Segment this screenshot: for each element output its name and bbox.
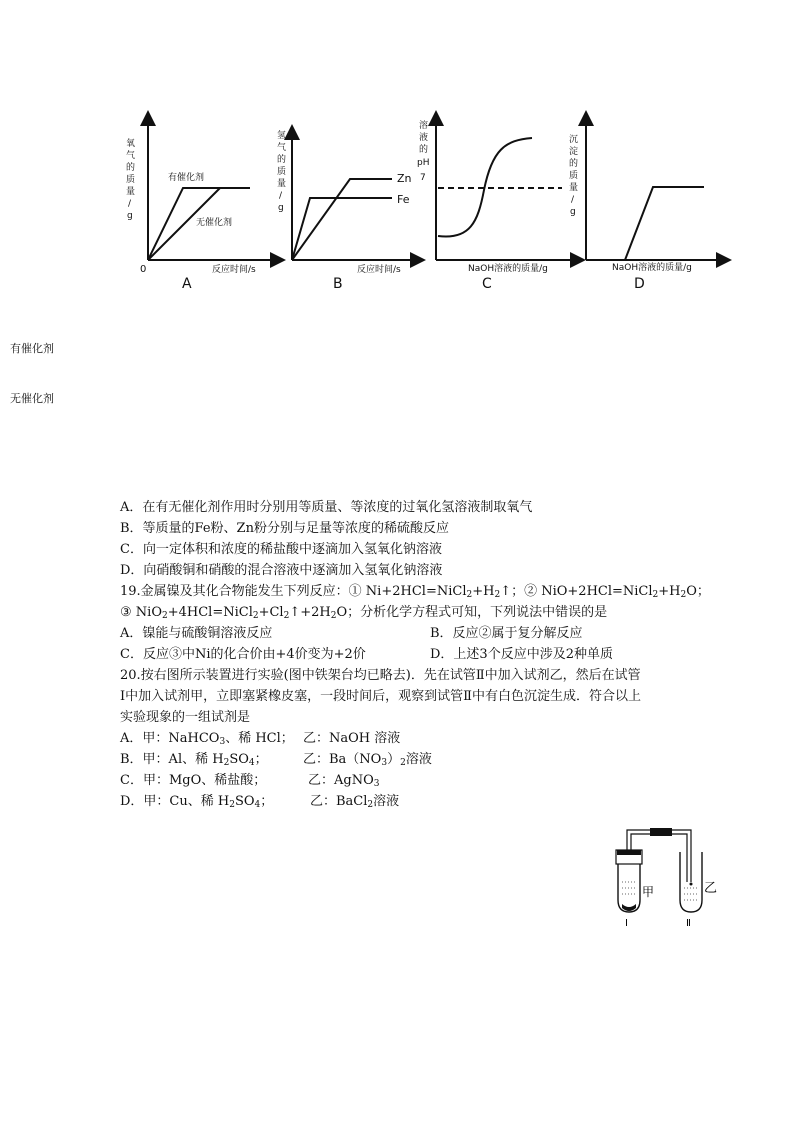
graph-a-letter: A [182, 276, 192, 292]
svg-text:沉: 沉 [569, 135, 579, 145]
q20-option-b: B．甲：Al、稀 $H_2SO_4$； [120, 752, 268, 768]
svg-text:淀: 淀 [569, 147, 579, 157]
q20-stem-line-2: Ⅰ中加入试剂甲，立即塞紧橡皮塞，一段时间后，观察到试管Ⅱ中有白色沉淀生成．符合以上 [120, 689, 641, 704]
label-tube-2: Ⅱ [686, 918, 691, 929]
svg-text:g: g [278, 203, 284, 213]
svg-text:质: 质 [569, 171, 579, 181]
q20-stem-line-1: 20.按右图所示装置进行实验(图中铁架台均已略去)．先在试管Ⅱ中加入试剂乙，然后在试管 [120, 668, 641, 683]
q20-option-c-reagent-yi: 乙：AgNO$_3$ [308, 773, 380, 789]
svg-text:质: 质 [277, 167, 287, 177]
graphs-svg [120, 110, 740, 300]
rubber-connector [650, 828, 672, 836]
svg-text:气: 气 [277, 143, 287, 153]
graph-b-fe-curve [292, 198, 392, 260]
q18-option-a: A．在有无催化剂作用时分别用等质量、等浓度的过氧化氢溶液制取氧气 [120, 500, 533, 515]
graph-d-ylabel [569, 134, 578, 217]
graph-b-label-fe: Fe [397, 193, 410, 206]
label-tube-1: Ⅰ [625, 918, 628, 929]
q20-option-c: C．甲：MgO、稀盐酸； [120, 773, 267, 788]
q20-option-d: D．甲：Cu、稀 $H_2SO_4$； [120, 794, 274, 810]
svg-text:质: 质 [126, 175, 136, 185]
svg-text:氢: 氢 [277, 131, 287, 141]
apparatus-svg [600, 822, 720, 932]
svg-text:量: 量 [126, 187, 136, 197]
graph-c-ylabel [417, 119, 429, 168]
svg-text:/: / [279, 191, 283, 201]
side-label-no-catalyst: 无催化剂 [10, 392, 54, 405]
graph-d-xlabel: NaOH溶液的质量/g [612, 263, 692, 273]
label-yi: 乙 [704, 881, 718, 896]
graph-a-origin: 0 [140, 264, 147, 275]
graph-a-label-catalyst: 有催化剂 [168, 173, 205, 183]
graph-a-xlabel: 反应时间/s [212, 265, 256, 275]
q18-option-d: D．向硝酸铜和硝酸的混合溶液中逐滴加入氢氧化钠溶液 [120, 563, 443, 578]
graph-d-precipitate-curve [625, 187, 704, 260]
graph-d-letter: D [634, 276, 645, 292]
label-jia: 甲 [642, 885, 655, 899]
svg-text:的: 的 [126, 163, 136, 173]
graph-b-letter: B [333, 276, 343, 292]
q19-option-d: D．上述3个反应中涉及2种单质 [430, 647, 613, 662]
graph-b-label-zn: Zn [397, 172, 412, 185]
q18-option-b: B．等质量的Fe粉、Zn粉分别与足量等浓度的稀硫酸反应 [120, 521, 449, 536]
svg-text:/: / [571, 195, 575, 205]
q18-option-c: C．向一定体积和浓度的稀盐酸中逐滴加入氢氧化钠溶液 [120, 542, 442, 557]
apparatus-diagram [600, 822, 720, 932]
q20-option-b-reagent-yi: 乙：$Ba(NO_3)_2$溶液 [303, 752, 432, 768]
test-tube-1 [618, 862, 640, 912]
graph-a-ylabel [126, 137, 135, 221]
q20-option-d-reagent-yi: 乙：BaCl$_2$溶液 [310, 794, 400, 810]
graph-b-xlabel: 反应时间/s [357, 265, 401, 275]
reagent-jia-solid [622, 904, 636, 911]
svg-text:氧: 氧 [126, 139, 136, 149]
q19-option-c: C．反应③中Ni的化合价由+4价变为+2价 [120, 647, 366, 662]
svg-text:量: 量 [277, 179, 287, 189]
graph-c-xlabel: NaOH溶液的质量/g [468, 264, 548, 274]
graph-a [126, 118, 278, 292]
q20-stem-line-3: 实验现象的一组试剂是 [120, 710, 251, 725]
q19-option-b: B．反应②属于复分解反应 [430, 626, 583, 641]
svg-text:g: g [570, 207, 576, 217]
graph-d [569, 118, 724, 292]
svg-text:的: 的 [419, 145, 429, 155]
graph-c-ph7-label: 7 [420, 173, 426, 183]
svg-text:量: 量 [569, 183, 579, 193]
q19-option-a: A．镍能与硫酸铜溶液反应 [120, 626, 273, 641]
graphs-figure [120, 110, 740, 300]
svg-text:/: / [128, 199, 132, 209]
svg-text:液: 液 [419, 133, 429, 143]
q19-stem-line-2: ③ $NiO_2+4HCl=NiCl_2+Cl_2↑+2H_2O$；分析化学方程式可知，下列说法中错误的是 [120, 605, 608, 621]
graph-c-letter: C [482, 276, 492, 292]
graph-b-zn-curve [292, 179, 392, 260]
svg-text:的: 的 [569, 159, 579, 169]
graph-b-ylabel [277, 129, 286, 213]
svg-text:的: 的 [277, 155, 287, 165]
graph-c [417, 118, 578, 292]
graph-b [277, 129, 418, 292]
q20-option-a: A．甲：NaHCO$_3$、稀 HCl； [120, 731, 294, 747]
svg-text:溶: 溶 [419, 121, 429, 131]
graph-a-label-no-catalyst: 无催化剂 [196, 218, 233, 228]
q20-option-a-reagent-yi: 乙：NaOH 溶液 [303, 731, 401, 746]
side-label-catalyst: 有催化剂 [10, 342, 54, 355]
svg-text:气: 气 [126, 151, 136, 161]
q19-stem-line-1: 19.金属镍及其化合物能发生下列反应：① $Ni+2HCl=NiCl_2+H_2↑$；② $NiO+2HCl=NiCl_2+H_2O$； [120, 584, 710, 600]
svg-text:pH: pH [417, 158, 430, 168]
svg-text:g: g [127, 211, 133, 221]
